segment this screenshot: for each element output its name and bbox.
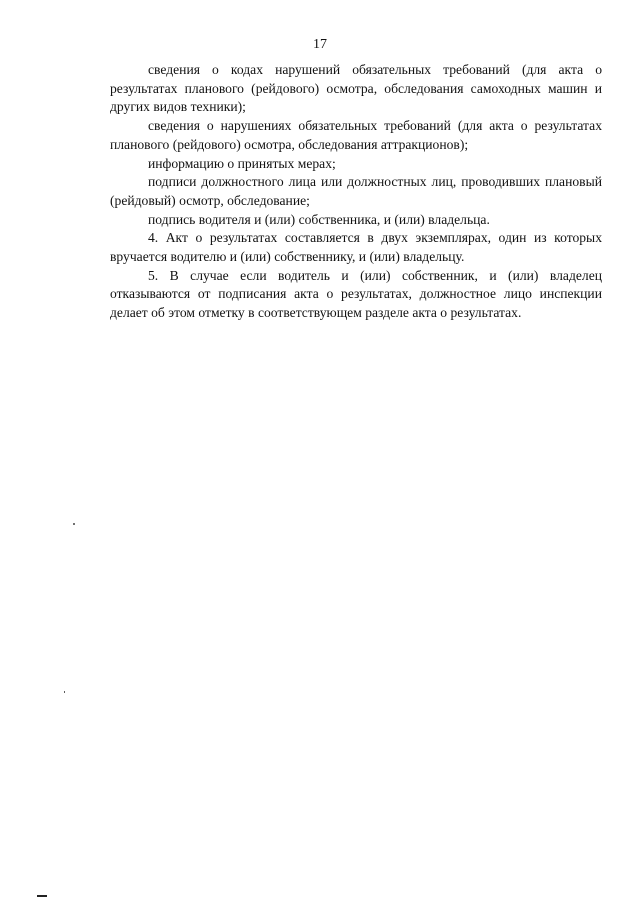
paragraph-violations: сведения о нарушениях обязательных требований (для акта о результатах планового (рейдового) осмотра, обследования аттракционов); bbox=[110, 118, 602, 152]
paragraph-item-5: 5. В случае если водитель и (или) собственник, и (или) владелец отказываются от подписания акта о результатах, должностное лицо инспекции делает об этом отметку в соответствующем разделе акта о результатах. bbox=[110, 267, 602, 321]
paragraph-item-4: 4. Акт о результатах составляется в двух экземплярах, один из которых вручается водителю и (или) собственнику, и (или) владельцу. bbox=[110, 230, 602, 265]
scan-speck bbox=[73, 523, 75, 525]
paragraph-driver-signature: подпись водителя и (или) собственника, и (или) владельца. bbox=[148, 211, 490, 227]
scan-dash-mark bbox=[37, 895, 47, 897]
document-body bbox=[110, 61, 602, 323]
page-number: 17 bbox=[313, 37, 327, 52]
paragraph-official-signatures: подписи должностного лица или должностных лиц, проводивших плановый (рейдовый) осмотр, обследование; bbox=[110, 174, 602, 208]
paragraph-violation-codes: сведения о кодах нарушений обязательных требований (для акта о результатах планового (рейдового) осмотра, обследования самоходных машин и других видов техники); bbox=[110, 62, 602, 115]
paragraph-measures: информацию о принятых мерах; bbox=[148, 155, 336, 171]
scan-speck bbox=[64, 691, 65, 693]
